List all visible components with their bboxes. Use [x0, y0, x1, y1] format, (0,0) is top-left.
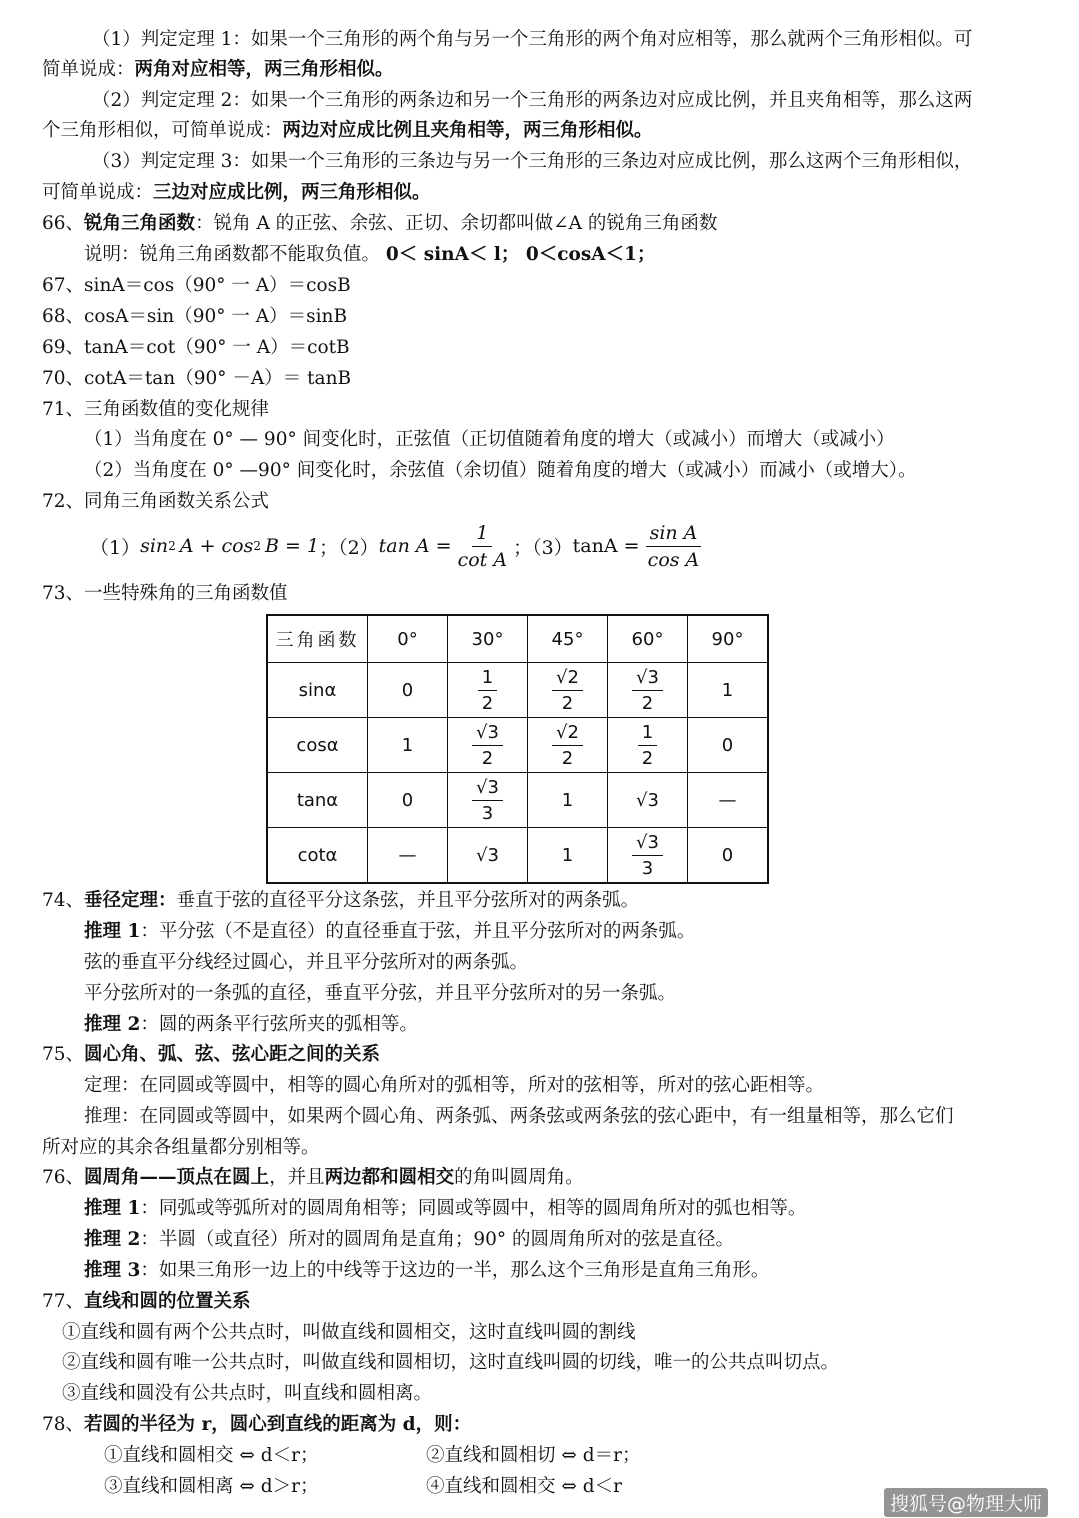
line-text: ，并且	[269, 1167, 325, 1188]
denominator: 2	[561, 747, 574, 769]
bold-term: 锐角三角函数	[84, 213, 196, 234]
line-text: 76、	[42, 1167, 85, 1188]
text-line: 71、三角函数值的变化规律	[42, 399, 270, 420]
text-line: ①直线和圆相交 ⇔ d＜r；	[104, 1445, 319, 1466]
fraction	[472, 777, 503, 824]
numerator: √3	[632, 832, 663, 856]
bold-term: 圆心角、弧、弦、弦心距之间的关系	[84, 1044, 381, 1065]
text-line: 67、sinA＝cos（90° 一 A）＝cosB	[42, 275, 351, 296]
text-line	[84, 920, 695, 944]
watermark: 搜狐号@物理大师	[884, 1488, 1048, 1517]
line-text: ：半圆（或直径）所对的圆周角是直角；90° 的圆周角所对的弦是直径。	[140, 1229, 735, 1250]
text-line: 弦的垂直平分线经过圆心，并且平分弦所对的两条弧。	[84, 952, 529, 973]
table-header-cell: 30°	[448, 615, 528, 663]
formula-1-mid: A + cos	[179, 535, 254, 557]
special-angles-table	[266, 614, 769, 884]
text-line	[42, 1290, 251, 1314]
bold-term: 推理 3	[84, 1260, 141, 1281]
table-row	[267, 828, 768, 884]
numerator: √3	[472, 722, 503, 746]
line-text: 75、	[42, 1044, 85, 1065]
table-cell: —	[688, 773, 769, 828]
table-cell	[448, 718, 528, 773]
formula-2-lhs: tan A =	[378, 535, 452, 557]
bold-term: 推理 1	[84, 921, 141, 942]
numerator: √2	[552, 667, 583, 691]
bold-term: 圆周角——顶点在圆上	[84, 1167, 270, 1188]
line-text: 简单说成：	[42, 59, 135, 80]
fraction	[478, 667, 497, 714]
text-line: 所对应的其余各组量都分别相等。	[42, 1137, 320, 1158]
numerator: 1	[478, 667, 497, 691]
denominator: 2	[641, 747, 654, 769]
numerator: √3	[472, 777, 503, 801]
table-row	[267, 773, 768, 828]
text-line: ③直线和圆没有公共点时，叫直线和圆相离。	[62, 1383, 433, 1404]
text-line	[84, 1197, 806, 1221]
fraction	[638, 722, 657, 769]
bold-term: 推理 2	[84, 1014, 141, 1035]
line-text: ：平分弦（不是直径）的直径垂直于弦，并且平分弦所对的两条弧。	[140, 921, 696, 942]
denominator: 2	[481, 747, 494, 769]
bold-term: 若圆的半径为 r，圆心到直线的距离为 d，则：	[84, 1414, 472, 1435]
text-line	[42, 889, 639, 913]
table-cell: 1	[528, 828, 608, 884]
text-line: 推理：在同圆或等圆中，如果两个圆心角、两条弧、两条弦或两条弦的弦心距中，有一组量相等，那么它们	[84, 1106, 954, 1127]
table-cell	[608, 828, 688, 884]
table-cell: cosα	[267, 718, 368, 773]
formula-1-sin: sin	[140, 535, 169, 557]
table-cell: 0	[368, 773, 448, 828]
table-cell: √3	[448, 828, 528, 884]
text-line: （2）判定定理 2：如果一个三角形的两条边和另一个三角形的两条边对应成比例，并且夹角相等，那么这两	[92, 90, 973, 111]
line-text: ：圆的两条平行弦所夹的弧相等。	[140, 1014, 418, 1035]
line-text: 78、	[42, 1414, 85, 1435]
formula-3-fraction	[646, 522, 702, 571]
table-cell	[528, 663, 608, 718]
line-text: 说明：锐角三角函数都不能取负值。	[84, 244, 386, 265]
line-text: 可简单说成：	[42, 182, 154, 203]
line-text: 77、	[42, 1291, 85, 1312]
fraction	[632, 832, 663, 879]
text-line: 平分弦所对的一条弧的直径，垂直平分弦，并且平分弦所对的另一条弧。	[84, 983, 677, 1004]
numerator: √3	[632, 667, 663, 691]
line-text: 66、	[42, 213, 85, 234]
text-line	[84, 1013, 418, 1037]
table-cell	[608, 718, 688, 773]
table-cell: 1	[528, 773, 608, 828]
table-cell: 0	[368, 663, 448, 718]
text-line: （3）判定定理 3：如果一个三角形的三条边与另一个三角形的三条边对应成比例，那么这两个三角形相似，	[92, 151, 973, 172]
table-header-cell: 三角函数	[267, 615, 368, 663]
table-cell: sinα	[267, 663, 368, 718]
bold-term: 0＜ sinA＜ l； 0＜cosA＜1；	[385, 244, 656, 265]
bold-term: 直线和圆的位置关系	[84, 1291, 251, 1312]
text-line: 定理：在同圆或等圆中，相等的圆心角所对的弧相等，所对的弦相等，所对的弦心距相等。	[84, 1075, 825, 1096]
table-header-cell: 45°	[528, 615, 608, 663]
text-line	[42, 181, 431, 205]
bold-term: 推理 2	[84, 1229, 141, 1250]
line-text: 个三角形相似，可简单说成：	[42, 120, 283, 141]
fraction	[552, 667, 583, 714]
table-row	[267, 718, 768, 773]
text-line: ②直线和圆相切 ⇔ d＝r；	[426, 1445, 641, 1466]
bold-term: 两角对应相等，两三角形相似。	[134, 59, 394, 80]
text-line: （1）判定定理 1：如果一个三角形的两个角与另一个三角形的两个角对应相等，那么就两个三角形相似。可	[92, 29, 973, 50]
text-line	[42, 212, 717, 236]
table-cell: √3	[608, 773, 688, 828]
formula-3-lhs: tanA =	[572, 535, 640, 557]
table-cell: 0	[688, 828, 769, 884]
text-line: ③直线和圆相离 ⇔ d＞r；	[104, 1476, 319, 1497]
table-header-cell: 90°	[688, 615, 769, 663]
line-text: 74、	[42, 890, 85, 911]
table-header-cell: 0°	[368, 615, 448, 663]
bold-term: 三边对应成比例，两三角形相似。	[153, 182, 431, 203]
table-row	[267, 663, 768, 718]
line-text: ：锐角 A 的正弦、余弦、正切、余切都叫做∠A 的锐角三角函数	[195, 213, 718, 234]
line-text: ：如果三角形一边上的中线等于这边的一半，那么这个三角形是直角三角形。	[140, 1260, 770, 1281]
text-line: ①直线和圆有两个公共点时，叫做直线和圆相交，这时直线叫圆的割线	[62, 1322, 636, 1343]
denominator: 2	[641, 692, 654, 714]
table-header-row	[267, 615, 768, 663]
formula-2-label: ；（2）	[319, 536, 379, 559]
numerator: √2	[552, 722, 583, 746]
text-line	[42, 119, 653, 143]
formula-1-end: B = 1	[265, 535, 320, 557]
table-cell	[448, 773, 528, 828]
bold-term: 推理 1	[84, 1198, 141, 1219]
table-cell: 1	[688, 663, 769, 718]
table-cell: 0	[688, 718, 769, 773]
denominator: 3	[481, 802, 494, 824]
text-line: （2）当角度在 0° —90° 间变化时，余弦值（余切值）随着角度的增大（或减小）而减小（或增大）。	[84, 460, 917, 481]
trig-identity-formulas: （1） sin 2 A + cos 2 B = 1 ；（2） tan A = $\frac{1}{\text{cot A}}$ ；（3） tanA = $\frac{\text{sin A}}{\text{cos A}}$	[90, 514, 707, 578]
line-text: 垂直于弦的直径平分这条弦，并且平分弦所对的两条弧。	[176, 890, 640, 911]
table-cell	[608, 663, 688, 718]
line-text: 的角叫圆周角。	[454, 1167, 584, 1188]
bold-term: 两边都和圆相交	[324, 1167, 455, 1188]
denominator: 2	[481, 692, 494, 714]
formula-2-denominator: cot A	[457, 548, 508, 571]
table-cell: —	[368, 828, 448, 884]
text-line	[42, 1043, 380, 1067]
formula-2-fraction	[458, 522, 507, 571]
text-line: 70、cotA＝tan（90° －A）＝ tanB	[42, 368, 352, 389]
denominator: 2	[561, 692, 574, 714]
formula-1-label: （1）	[90, 536, 141, 559]
text-line: 68、cosA＝sin（90° 一 A）＝sinB	[42, 306, 348, 327]
formula-3-denominator: cos A	[647, 548, 700, 571]
formula-3-numerator: sin A	[646, 522, 702, 547]
text-line	[84, 243, 655, 267]
table-cell	[528, 718, 608, 773]
table-cell	[448, 663, 528, 718]
table-cell: cotα	[267, 828, 368, 884]
fraction	[472, 722, 503, 769]
text-line	[84, 1259, 769, 1283]
text-line: 72、同角三角函数关系公式	[42, 491, 270, 512]
text-line	[42, 1413, 471, 1437]
table-cell: tanα	[267, 773, 368, 828]
formula-2-numerator: 1	[472, 522, 492, 547]
line-text: ：同弧或等弧所对的圆周角相等；同圆或等圆中，相等的圆周角所对的弧也相等。	[140, 1198, 807, 1219]
bold-term: 垂径定理：	[84, 890, 177, 911]
table-header-cell: 60°	[608, 615, 688, 663]
text-line: 73、一些特殊角的三角函数值	[42, 583, 288, 604]
text-line: 69、tanA＝cot（90° 一 A）＝cotB	[42, 337, 350, 358]
text-line	[42, 1166, 584, 1190]
text-line: （1）当角度在 0° — 90° 间变化时，正弦值（正切值随着角度的增大（或减小）而增大（或减小）	[84, 429, 895, 450]
denominator: 3	[641, 857, 654, 879]
bold-term: 两边对应成比例且夹角相等，两三角形相似。	[282, 120, 653, 141]
text-line: ②直线和圆有唯一公共点时，叫做直线和圆相切，这时直线叫圆的切线，唯一的公共点叫切点。	[62, 1352, 840, 1373]
fraction	[632, 667, 663, 714]
text-line	[84, 1228, 734, 1252]
fraction	[552, 722, 583, 769]
numerator: 1	[638, 722, 657, 746]
text-line	[42, 58, 394, 82]
text-line: ④直线和圆相交 ⇔ d＜r	[426, 1476, 622, 1497]
formula-3-label: ；（3）	[513, 536, 573, 559]
table-cell: 1	[368, 718, 448, 773]
